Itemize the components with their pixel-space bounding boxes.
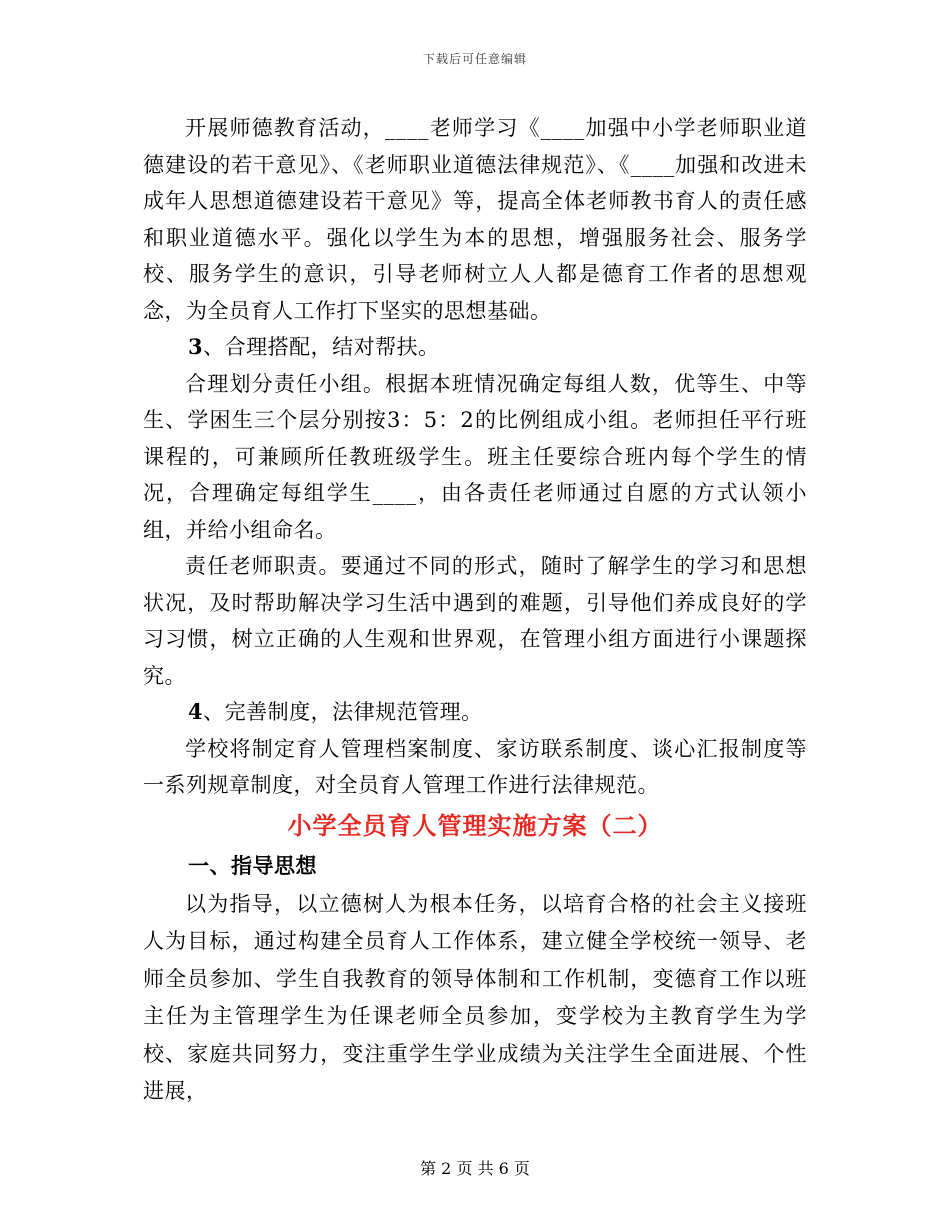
section-heading-4 — [143, 694, 807, 731]
section-number-4: 4 — [188, 699, 204, 724]
subheading-guiding-thought: 一、指导思想 — [188, 852, 317, 878]
page-header: 下载后可任意编辑 — [422, 52, 527, 66]
section-heading-3-text: 、合理搭配，结对帮扶。 — [203, 335, 440, 359]
paragraph-regulations: 学校将制定育人管理档案制度、家访联系制度、谈心汇报制度等一系列规章制度，对全员育人管理工作进行法律规范。 — [143, 736, 807, 797]
paragraph-teacher-duties: 责任老师职责。要通过不同的形式，随时了解学生的学习和思想状况，及时帮助解决学习生活中遇到的难题，引导他们养成良好的学习习惯，树立正确的人生观和世界观，在管理小组方面进行小课题探究。 — [143, 554, 807, 688]
section-heading-3 — [143, 329, 807, 366]
document-body — [143, 110, 807, 1111]
section-heading-4-text: 、完善制度，法律规范管理。 — [203, 700, 483, 724]
section-number-3: 3 — [188, 334, 204, 359]
paragraph-teacher-ethics: 开展师德教育活动，____老师学习《____加强中小学老师职业道德建设的若干意见》、《老师职业道德法律规范》、《____加强和改进未成年人思想道德建设若干意见》等，提高全体老师教书育人的责任感和职业道德水平。强化以学生为本的思想，增强服务社会、服务学校、服务学生的意识，引导老师树立人人都是德育工作者的思想观念，为全员育人工作打下坚实的思想基础。 — [143, 116, 807, 323]
paragraph-group-division: 合理划分责任小组。根据本班情况确定每组人数，优等生、中等生、学困生三个层分别按3：5：2的比例组成小组。老师担任平行班课程的，可兼顾所任教班级学生。班主任要综合班内每个学生的情况，合理确定每组学生____，由各责任老师通过自愿的方式认领小组，并给小组命名。 — [143, 371, 807, 542]
document-title: 小学全员育人管理实施方案（二） — [287, 810, 663, 840]
page-footer: 第 2 页 共 6 页 — [420, 1159, 530, 1178]
paragraph-guiding-thought: 以为指导，以立德树人为根本任务，以培育合格的社会主义接班人为目标，通过构建全员育人工作体系，建立健全学校统一领导、老师全员参加、学生自我教育的领导体制和工作机制，变德育工作以班主任为主管理学生为任课老师全员参加，变学校为主教育学生为学校、家庭共同努力，变注重学生学业成绩为关注学生全面进展、个性进展， — [143, 891, 807, 1103]
